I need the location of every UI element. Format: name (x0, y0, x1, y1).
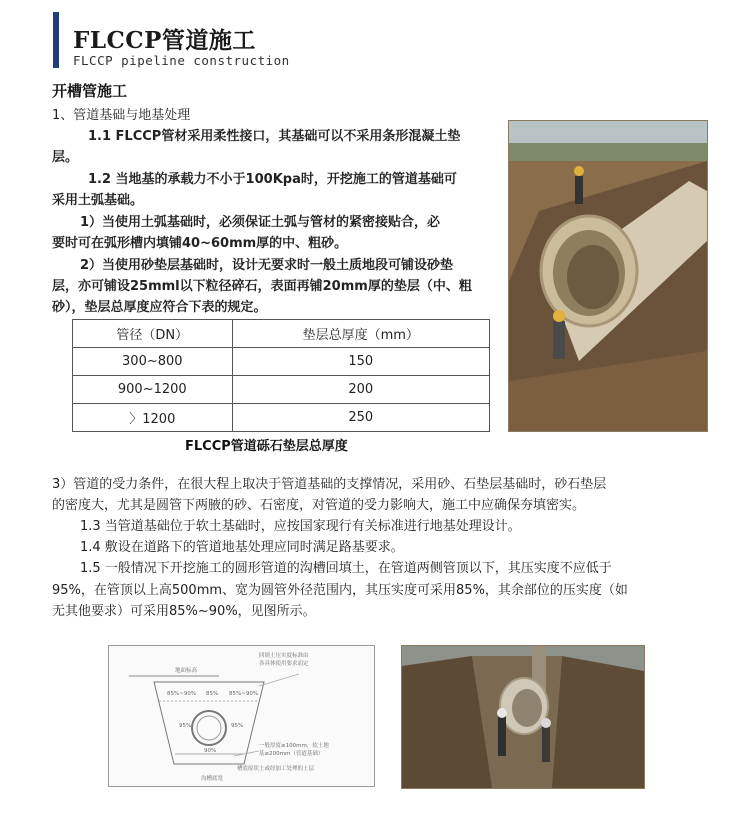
para-3-line1: 3）管道的受力条件，在很大程上取决于管道基础的支撑情况，采用砂、石垫层基础时，砂石垫层 (52, 477, 607, 492)
table-cell: 300~800 (73, 348, 233, 376)
table-row (73, 404, 490, 432)
para-item2-line1: 2）当使用砂垫层基础时，设计无要求时一般土质地段可铺设砂垫 (80, 258, 454, 273)
diagram-note-bottom-line1: 一般厚度≥100mm，软土地 (259, 743, 329, 749)
diagram-note-top-line1: 回填土压实度标准由 (259, 653, 309, 659)
diagram-label-85-90-left: 85%~90% (167, 691, 197, 697)
table-header-dn: 管径（DN） (73, 320, 233, 348)
diagram-label-85: 85% (206, 691, 219, 697)
para-1-2-line1: 1.2 当地基的承载力不小于100Kpa时，开挖施工的管道基础可 (88, 172, 457, 187)
para-item2-line3: 砂），垫层总厚度应符合下表的规定。 (52, 300, 267, 315)
para-item1-line2: 要时可在弧形槽内填铺40~60mm厚的中、粗砂。 (52, 236, 348, 251)
diagram-label-95-left: 95% (179, 723, 192, 729)
diagram-ground-label: 地面标高 (175, 668, 198, 674)
para-1-1-line1: 1.1 FLCCP管材采用柔性接口，其基础可以不采用条形混凝土垫 (88, 129, 461, 144)
page-title: FLCCP管道施工 (73, 27, 256, 54)
diagram-label-90: 90% (204, 748, 217, 754)
pipe-installation-photo (401, 645, 645, 789)
table-cell: 200 (232, 376, 489, 404)
diagram-note-bottom-line2: 基≥200mm（管道基础） (259, 751, 324, 757)
para-1-1-line2: 层。 (52, 150, 79, 165)
para-1-5-line2: 95%，在管顶以上高500mm、宽为圆管外径范围内，其压实度可采用85%，其余部位的压实度（如 (52, 583, 628, 598)
para-1-5-line3: 无其他要求）可采用85%~90%，见图所示。 (52, 604, 316, 619)
table-row (73, 376, 490, 404)
table-cell: 250 (232, 404, 489, 432)
backfill-diagram (108, 645, 375, 787)
para-1-3: 1.3 当管道基础位于软土基础时，应按国家现行有关标准进行地基处理设计。 (80, 519, 521, 534)
table-header-row (73, 320, 490, 348)
para-item2-line2: 层，亦可铺设25mml以下粒径碎石，表面再铺20mm厚的垫层（中、粗 (52, 279, 472, 294)
table-caption: FLCCP管道砾石垫层总厚度 (185, 439, 348, 454)
header-accent-bar (53, 12, 59, 68)
table-cell: 900~1200 (73, 376, 233, 404)
pipe-trench-photo (508, 120, 708, 432)
page-subtitle: FLCCP pipeline construction (73, 53, 290, 68)
table-row (73, 348, 490, 376)
diagram-note-top-line2: 各具体使用要求而定 (259, 661, 309, 667)
pipe-installation-illustration (402, 646, 644, 788)
para-3-line2: 的密度大，尤其是圆管下两腋的砂、石密度，对管道的受力影响大，施工中应确保夯填密实。 (52, 498, 586, 513)
diagram-label-85-90-right: 85%~90% (229, 691, 259, 697)
diagram-trench-width-label: 沟槽底宽 (201, 776, 224, 782)
para-1-2-line2: 采用土弧基础。 (52, 193, 144, 208)
section-title: 开槽管施工 (52, 82, 128, 100)
pipe-trench-illustration (509, 121, 707, 431)
heading-foundation: 1、管道基础与地基处理 (52, 108, 191, 123)
para-1-4: 1.4 敷设在道路下的管道地基处理应同时满足路基要求。 (80, 540, 404, 555)
diagram-trench-bottom-note: 槽底原状土或经加工处理的土层 (237, 766, 315, 772)
para-1-5-line1: 1.5 一般情况下开挖施工的圆形管道的沟槽回填土，在管道两侧管顶以下，其压实度不应低于 (80, 561, 612, 576)
diagram-label-95-right: 95% (231, 723, 244, 729)
para-item1-line1: 1）当使用土弧基础时，必须保证土弧与管材的紧密接贴合，必 (80, 215, 441, 230)
diagram-note-top (259, 652, 309, 668)
table-header-thickness: 垫层总厚度（mm） (232, 320, 489, 348)
table-cell: 〉1200 (73, 404, 233, 432)
gravel-thickness-table (72, 319, 490, 432)
diagram-note-bottom (259, 742, 329, 758)
table-cell: 150 (232, 348, 489, 376)
